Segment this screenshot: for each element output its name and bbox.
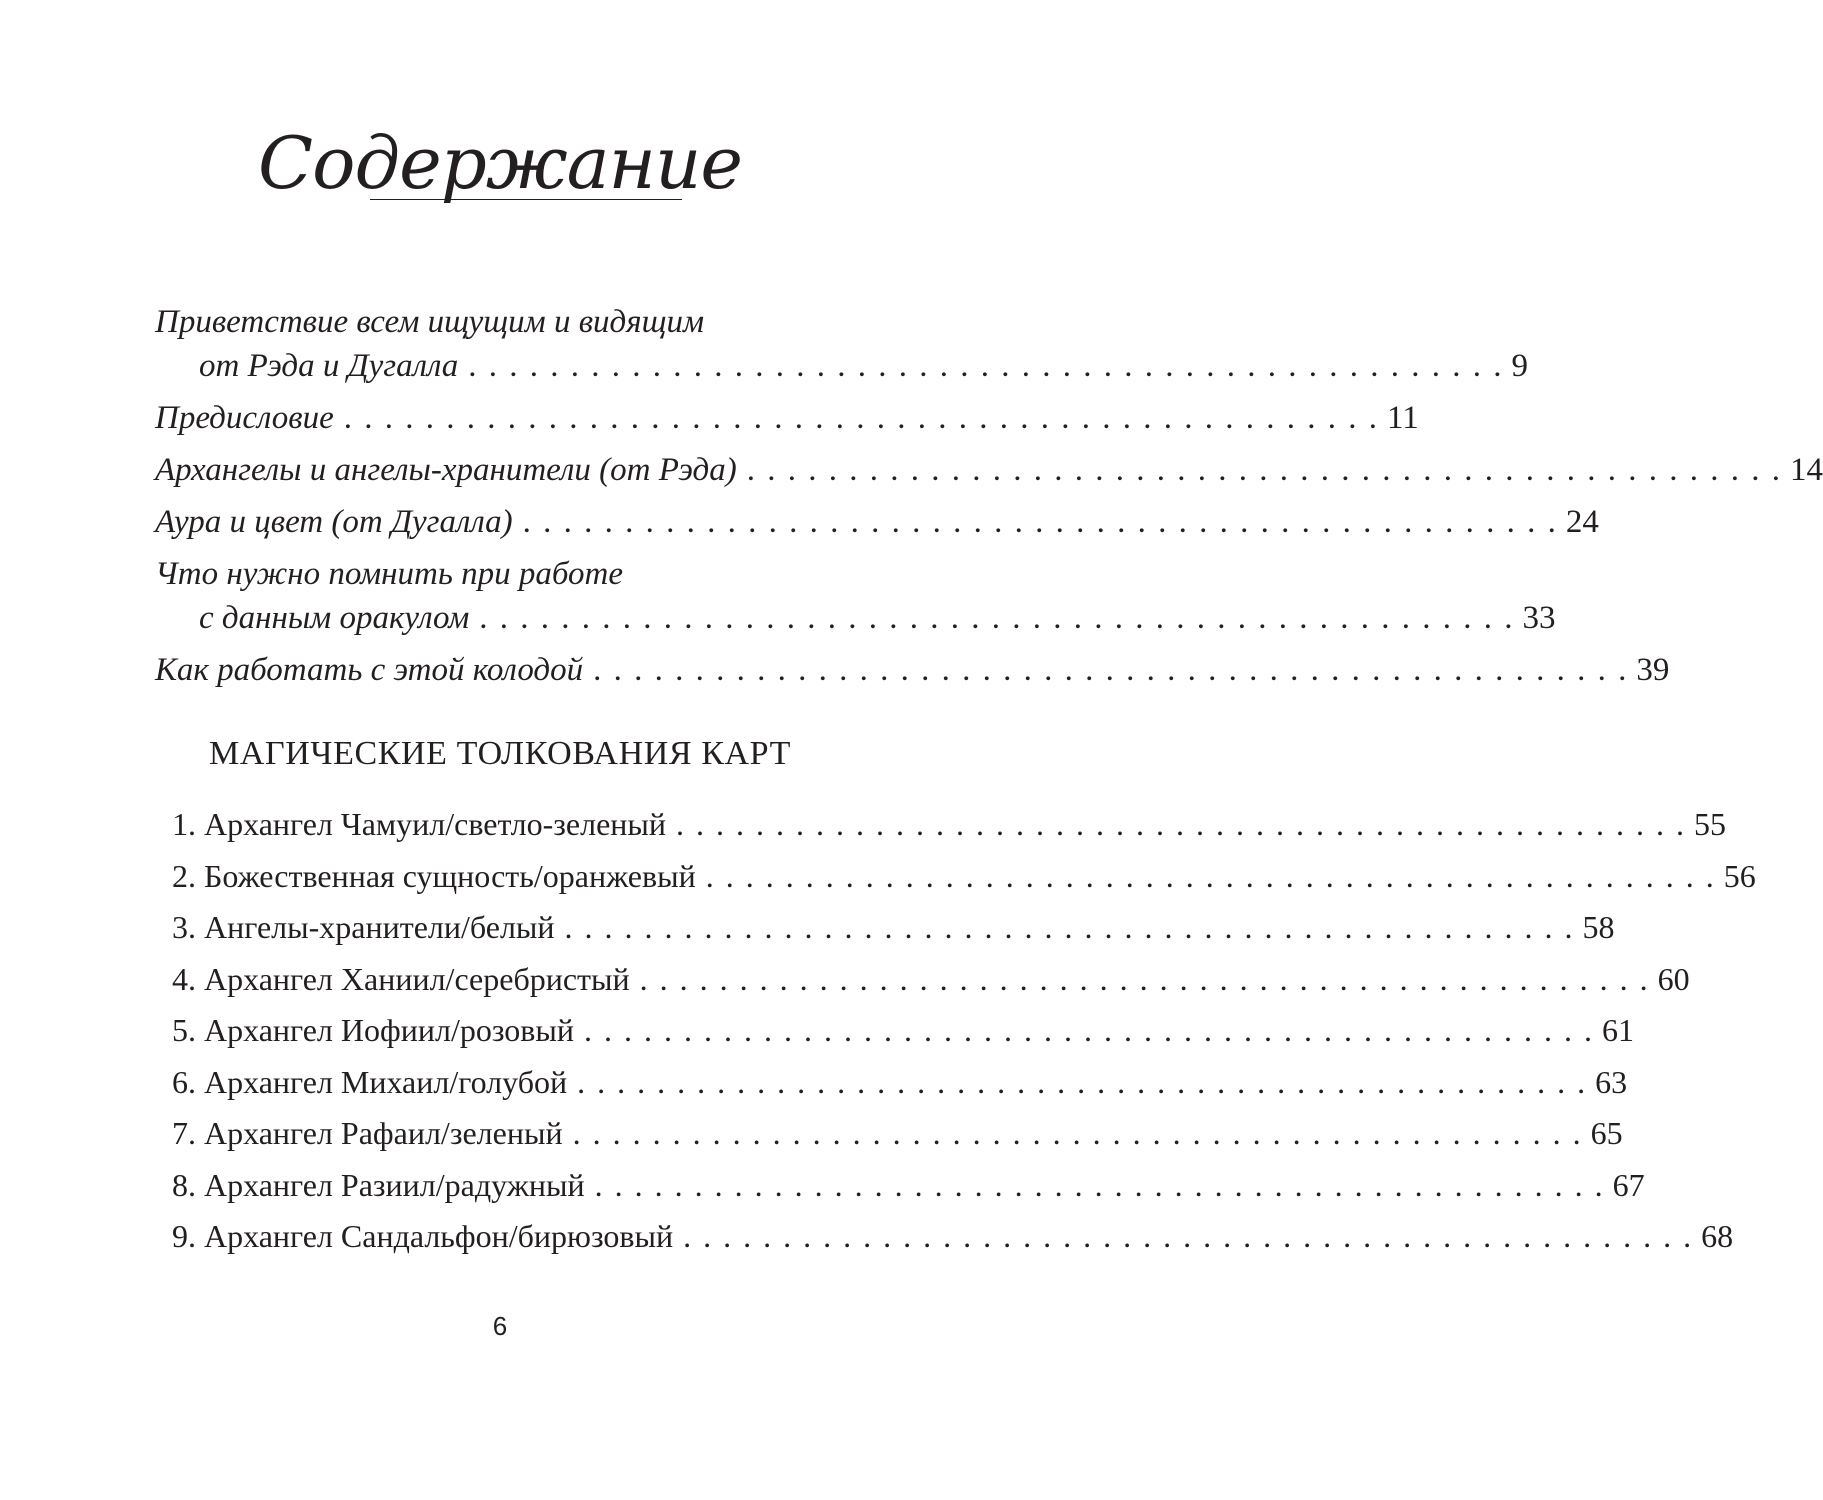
toc-entry-line: Архангелы и ангелы-хранители (от Рэда) [155, 452, 737, 488]
page-folio: 6 [492, 1311, 508, 1341]
card-list [172, 799, 1756, 1263]
dot-leader: . . . . . . . . . . . . . . . . . . . . . . . . . . . . . . . . . . . . . . . . . . . . . . . . . . . [584, 1012, 1595, 1048]
dot-leader: . . . . . . . . . . . . . . . . . . . . . . . . . . . . . . . . . . . . . . . . . . . . . . . . . . . [593, 652, 1629, 688]
card-page-number: 67 [1612, 1166, 1645, 1203]
card-entry[interactable] [172, 1108, 1623, 1160]
toc-page-number: 33 [1522, 600, 1556, 636]
card-entry-title: 8. Архангел Разиил/радужный [172, 1166, 585, 1203]
card-entry-title: 6. Архангел Михаил/голубой [172, 1063, 568, 1100]
dot-leader: . . . . . . . . . . . . . . . . . . . . . . . . . . . . . . . . . . . . . . . . . . . . . . . . . . . [572, 1115, 1583, 1151]
card-entry[interactable] [172, 1211, 1734, 1263]
dot-leader: . . . . . . . . . . . . . . . . . . . . . . . . . . . . . . . . . . . . . . . . . . . . . . . . . . . [522, 504, 1558, 540]
dot-leader: . . . . . . . . . . . . . . . . . . . . . . . . . . . . . . . . . . . . . . . . . . . . . . . . . . . [683, 1218, 1694, 1254]
section-heading: МАГИЧЕСКИЕ ТОЛКОВАНИЯ КАРТ [209, 735, 791, 772]
card-entry-title: 3. Ангелы-хранители/белый [172, 909, 555, 945]
toc-entry[interactable] [155, 552, 1556, 640]
toc-entry[interactable] [155, 500, 1599, 544]
toc-entry[interactable] [155, 448, 1823, 492]
toc-page-number: 9 [1511, 348, 1529, 384]
dot-leader: . . . . . . . . . . . . . . . . . . . . . . . . . . . . . . . . . . . . . . . . . . . . . . . . . . . [705, 857, 1716, 894]
dot-leader: . . . . . . . . . . . . . . . . . . . . . . . . . . . . . . . . . . . . . . . . . . . . . . . . . . . [468, 348, 1504, 384]
dot-leader: . . . . . . . . . . . . . . . . . . . . . . . . . . . . . . . . . . . . . . . . . . . . . . . . . . . [564, 909, 1575, 945]
toc-entry[interactable] [155, 300, 1529, 388]
dot-leader: . . . . . . . . . . . . . . . . . . . . . . . . . . . . . . . . . . . . . . . . . . . . . . . . . . . [479, 600, 1515, 636]
card-entry-title: 9. Архангел Сандальфон/бирюзовый [172, 1218, 674, 1254]
card-entry[interactable] [172, 1160, 1645, 1212]
card-page-number: 68 [1701, 1218, 1734, 1254]
card-page-number: 60 [1657, 960, 1690, 997]
toc-entry-line: Как работать с этой колодой [155, 652, 584, 688]
card-entry[interactable] [172, 851, 1756, 903]
toc-entry-line: Приветствие всем ищущим и видящим [155, 304, 705, 340]
toc-entry[interactable] [155, 648, 1670, 692]
dot-leader: . . . . . . . . . . . . . . . . . . . . . . . . . . . . . . . . . . . . . . . . . . . . . . . . . . . [639, 960, 1650, 997]
toc-entry-line: Что нужно помнить при работе [155, 556, 623, 592]
card-page-number: 63 [1595, 1063, 1628, 1100]
card-page-number: 56 [1723, 857, 1756, 894]
toc-page-number: 11 [1387, 400, 1419, 436]
title-underline [370, 199, 682, 200]
toc-entry-line: Аура и цвет (от Дугалла) [155, 504, 513, 540]
card-entry-title: 4. Архангел Ханиил/серебристый [172, 960, 630, 997]
toc-entry-line: от Рэда и Дугалла [199, 348, 459, 384]
toc-page-number: 39 [1636, 652, 1670, 688]
toc-page-number: 24 [1565, 504, 1599, 540]
card-entry[interactable] [172, 799, 1727, 851]
card-page-number: 65 [1590, 1115, 1623, 1151]
card-page-number: 55 [1694, 806, 1727, 842]
card-entry[interactable] [172, 1057, 1628, 1109]
dot-leader: . . . . . . . . . . . . . . . . . . . . . . . . . . . . . . . . . . . . . . . . . . . . . . . . . . . [594, 1166, 1605, 1203]
card-page-number: 58 [1582, 909, 1615, 945]
card-page-number: 61 [1602, 1012, 1635, 1048]
toc-entry[interactable] [155, 396, 1419, 440]
toc-entry-line: Предисловие [155, 400, 334, 436]
card-entry-title: 5. Архангел Иофиил/розовый [172, 1012, 575, 1048]
card-entry[interactable] [172, 954, 1690, 1006]
card-entry[interactable] [172, 1005, 1635, 1057]
card-entry-title: 1. Архангел Чамуил/светло-зеленый [172, 806, 667, 842]
card-entry-title: 7. Архангел Рафаил/зеленый [172, 1115, 563, 1151]
dot-leader: . . . . . . . . . . . . . . . . . . . . . . . . . . . . . . . . . . . . . . . . . . . . . . . . . . . [577, 1063, 1588, 1100]
table-of-contents [155, 300, 1823, 700]
toc-page-number: 14 [1789, 452, 1823, 488]
dot-leader: . . . . . . . . . . . . . . . . . . . . . . . . . . . . . . . . . . . . . . . . . . . . . . . . . . . [343, 400, 1380, 436]
toc-entry-line: с данным оракулом [199, 600, 470, 636]
card-entry-title: 2. Божественная сущность/оранжевый [172, 857, 696, 894]
card-entry[interactable] [172, 902, 1615, 954]
dot-leader: . . . . . . . . . . . . . . . . . . . . . . . . . . . . . . . . . . . . . . . . . . . . . . . . . . . [746, 452, 1782, 488]
dot-leader: . . . . . . . . . . . . . . . . . . . . . . . . . . . . . . . . . . . . . . . . . . . . . . . . . . . [676, 806, 1687, 842]
page-title: Содержание [258, 121, 742, 205]
